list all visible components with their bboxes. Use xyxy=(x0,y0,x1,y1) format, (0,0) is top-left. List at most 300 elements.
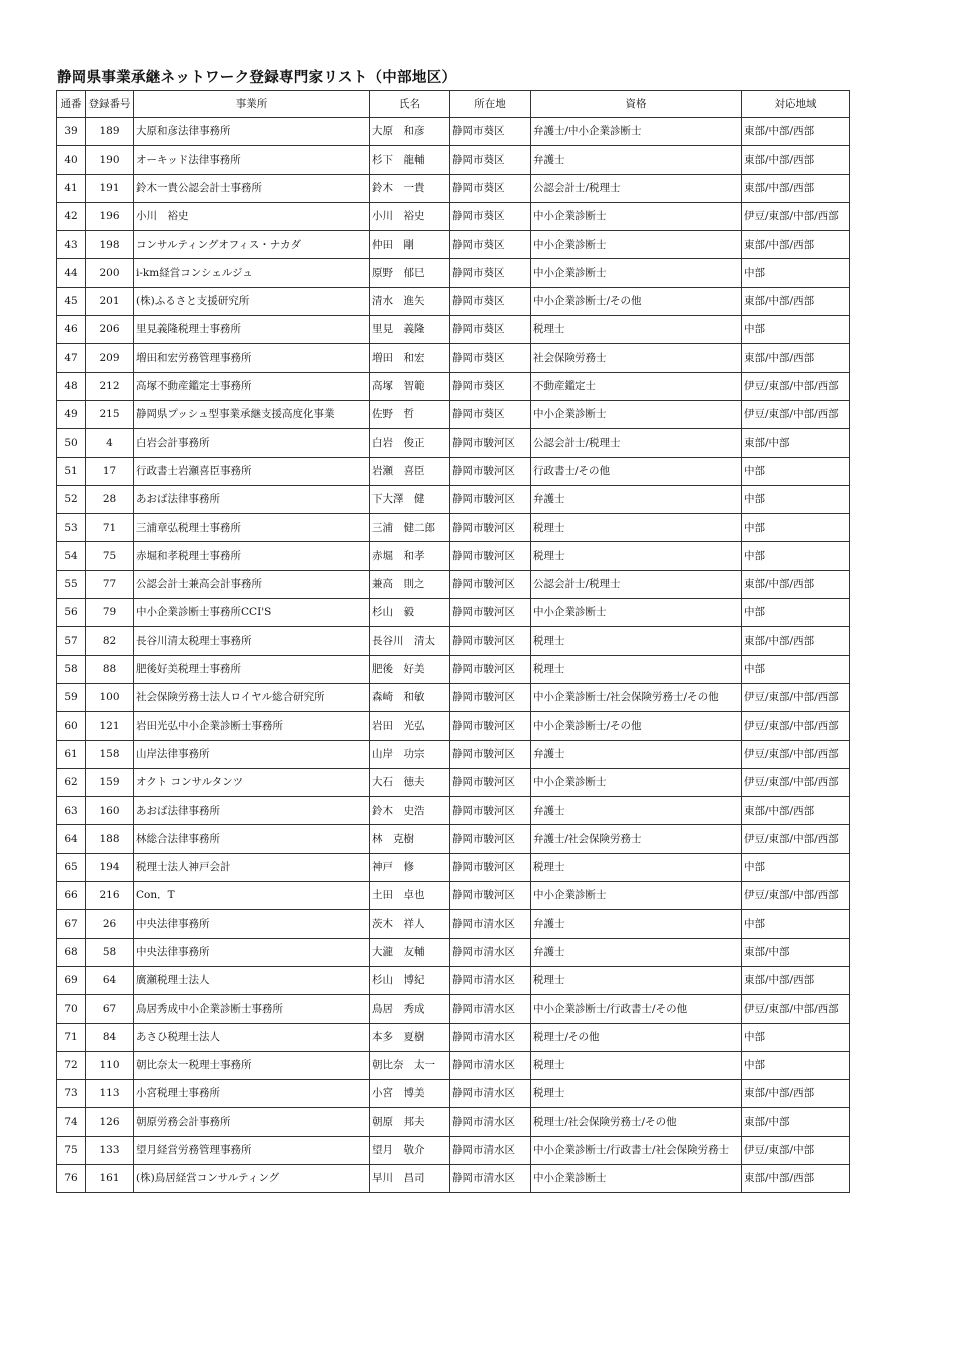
location-cell: 静岡市駿河区 xyxy=(450,599,531,627)
location-cell: 静岡市清水区 xyxy=(450,938,531,966)
office-cell: オクト コンサルタンツ xyxy=(134,768,370,796)
office-cell: 静岡県プッシュ型事業承継支援高度化事業 xyxy=(134,400,370,428)
name-cell: 本多 夏樹 xyxy=(370,1023,450,1051)
office-cell: あおば法律事務所 xyxy=(134,485,370,513)
registration-no-cell: 201 xyxy=(86,287,134,315)
header-qualification: 資格 xyxy=(531,91,742,118)
region-cell: 伊豆/東部/中部/西部 xyxy=(742,400,850,428)
serial-no-cell: 57 xyxy=(57,627,86,655)
qualification-cell: 税理士 xyxy=(531,316,742,344)
table-row xyxy=(57,400,850,428)
registration-no-cell: 71 xyxy=(86,514,134,542)
qualification-cell: 税理士 xyxy=(531,966,742,994)
registration-no-cell: 113 xyxy=(86,1080,134,1108)
registration-no-cell: 75 xyxy=(86,542,134,570)
registration-no-cell: 110 xyxy=(86,1051,134,1079)
region-cell: 中部 xyxy=(742,457,850,485)
region-cell: 伊豆/東部/中部/西部 xyxy=(742,825,850,853)
qualification-cell: 中小企業診断士/行政書士/社会保険労務士 xyxy=(531,1136,742,1164)
serial-no-cell: 64 xyxy=(57,825,86,853)
table-row xyxy=(57,457,850,485)
serial-no-cell: 50 xyxy=(57,429,86,457)
table-row xyxy=(57,655,850,683)
location-cell: 静岡市清水区 xyxy=(450,1023,531,1051)
registration-no-cell: 121 xyxy=(86,712,134,740)
region-cell: 中部 xyxy=(742,259,850,287)
name-cell: 下大澤 健 xyxy=(370,485,450,513)
table-row xyxy=(57,174,850,202)
location-cell: 静岡市駿河区 xyxy=(450,683,531,711)
qualification-cell: 中小企業診断士 xyxy=(531,768,742,796)
region-cell: 中部 xyxy=(742,599,850,627)
name-cell: 林 克樹 xyxy=(370,825,450,853)
office-cell: 林総合法律事務所 xyxy=(134,825,370,853)
region-cell: 中部 xyxy=(742,853,850,881)
region-cell: 東部/中部/西部 xyxy=(742,344,850,372)
name-cell: 茨木 祥人 xyxy=(370,910,450,938)
qualification-cell: 不動産鑑定士 xyxy=(531,372,742,400)
region-cell: 中部 xyxy=(742,655,850,683)
region-cell: 伊豆/東部/中部/西部 xyxy=(742,683,850,711)
registration-no-cell: 4 xyxy=(86,429,134,457)
office-cell: 鈴木一貴公認会計士事務所 xyxy=(134,174,370,202)
table-row xyxy=(57,1051,850,1079)
qualification-cell: 中小企業診断士/行政書士/その他 xyxy=(531,995,742,1023)
table-row xyxy=(57,118,850,146)
name-cell: 鈴木 一貴 xyxy=(370,174,450,202)
serial-no-cell: 66 xyxy=(57,882,86,910)
region-cell: 東部/中部/西部 xyxy=(742,146,850,174)
serial-no-cell: 76 xyxy=(57,1164,86,1192)
office-cell: i-km経営コンシェルジュ xyxy=(134,259,370,287)
office-cell: (株)ふるさと支援研究所 xyxy=(134,287,370,315)
office-cell: 朝比奈太一税理士事務所 xyxy=(134,1051,370,1079)
name-cell: 朝原 邦夫 xyxy=(370,1108,450,1136)
registration-no-cell: 79 xyxy=(86,599,134,627)
qualification-cell: 中小企業診断士 xyxy=(531,202,742,230)
region-cell: 東部/中部/西部 xyxy=(742,570,850,598)
office-cell: 中央法律事務所 xyxy=(134,910,370,938)
office-cell: 鳥居秀成中小企業診断士事務所 xyxy=(134,995,370,1023)
registration-no-cell: 84 xyxy=(86,1023,134,1051)
name-cell: 朝比奈 太一 xyxy=(370,1051,450,1079)
serial-no-cell: 40 xyxy=(57,146,86,174)
table-row xyxy=(57,259,850,287)
location-cell: 静岡市葵区 xyxy=(450,202,531,230)
region-cell: 東部/中部/西部 xyxy=(742,174,850,202)
office-cell: 岩田光弘中小企業診断士事務所 xyxy=(134,712,370,740)
table-row xyxy=(57,768,850,796)
page-title: 静岡県事業承継ネットワーク登録専門家リスト（中部地区） xyxy=(57,70,457,86)
registration-no-cell: 194 xyxy=(86,853,134,881)
registration-no-cell: 216 xyxy=(86,882,134,910)
office-cell: Con．T xyxy=(134,882,370,910)
serial-no-cell: 54 xyxy=(57,542,86,570)
qualification-cell: 税理士 xyxy=(531,655,742,683)
region-cell: 東部/中部/西部 xyxy=(742,627,850,655)
serial-no-cell: 45 xyxy=(57,287,86,315)
region-cell: 東部/中部/西部 xyxy=(742,287,850,315)
office-cell: 公認会計士兼高会計事務所 xyxy=(134,570,370,598)
table-row xyxy=(57,627,850,655)
serial-no-cell: 72 xyxy=(57,1051,86,1079)
serial-no-cell: 49 xyxy=(57,400,86,428)
qualification-cell: 中小企業診断士 xyxy=(531,231,742,259)
region-cell: 中部 xyxy=(742,910,850,938)
location-cell: 静岡市駿河区 xyxy=(450,768,531,796)
location-cell: 静岡市駿河区 xyxy=(450,655,531,683)
registration-no-cell: 161 xyxy=(86,1164,134,1192)
registration-no-cell: 26 xyxy=(86,910,134,938)
table-row xyxy=(57,1164,850,1192)
table-row xyxy=(57,1023,850,1051)
name-cell: 増田 和宏 xyxy=(370,344,450,372)
table-row xyxy=(57,853,850,881)
table-row xyxy=(57,938,850,966)
location-cell: 静岡市葵区 xyxy=(450,344,531,372)
office-cell: 中央法律事務所 xyxy=(134,938,370,966)
qualification-cell: 税理士 xyxy=(531,853,742,881)
name-cell: 森崎 和敏 xyxy=(370,683,450,711)
location-cell: 静岡市駿河区 xyxy=(450,485,531,513)
name-cell: 長谷川 清太 xyxy=(370,627,450,655)
region-cell: 東部/中部/西部 xyxy=(742,1164,850,1192)
table-row xyxy=(57,1080,850,1108)
table-row xyxy=(57,344,850,372)
registration-no-cell: 159 xyxy=(86,768,134,796)
table-row xyxy=(57,1136,850,1164)
registration-no-cell: 100 xyxy=(86,683,134,711)
region-cell: 中部 xyxy=(742,542,850,570)
table-row xyxy=(57,146,850,174)
registration-no-cell: 67 xyxy=(86,995,134,1023)
office-cell: 里見義隆税理士事務所 xyxy=(134,316,370,344)
location-cell: 静岡市駿河区 xyxy=(450,542,531,570)
office-cell: 小川 裕史 xyxy=(134,202,370,230)
qualification-cell: 弁護士/社会保険労務士 xyxy=(531,825,742,853)
qualification-cell: 公認会計士/税理士 xyxy=(531,174,742,202)
name-cell: 大石 徳夫 xyxy=(370,768,450,796)
region-cell: 東部/中部 xyxy=(742,429,850,457)
name-cell: 三浦 健二郎 xyxy=(370,514,450,542)
office-cell: 増田和宏労務管理事務所 xyxy=(134,344,370,372)
table-row xyxy=(57,485,850,513)
location-cell: 静岡市清水区 xyxy=(450,995,531,1023)
name-cell: 赤堀 和孝 xyxy=(370,542,450,570)
table-row xyxy=(57,316,850,344)
location-cell: 静岡市葵区 xyxy=(450,174,531,202)
region-cell: 中部 xyxy=(742,1023,850,1051)
serial-no-cell: 42 xyxy=(57,202,86,230)
region-cell: 中部 xyxy=(742,1051,850,1079)
qualification-cell: 中小企業診断士 xyxy=(531,400,742,428)
qualification-cell: 社会保険労務士 xyxy=(531,344,742,372)
serial-no-cell: 60 xyxy=(57,712,86,740)
office-cell: 朝原労務会計事務所 xyxy=(134,1108,370,1136)
registration-no-cell: 133 xyxy=(86,1136,134,1164)
header-name: 氏名 xyxy=(370,91,450,118)
name-cell: 山岸 功宗 xyxy=(370,740,450,768)
registration-no-cell: 206 xyxy=(86,316,134,344)
office-cell: 長谷川清太税理士事務所 xyxy=(134,627,370,655)
qualification-cell: 弁護士 xyxy=(531,485,742,513)
office-cell: 税理士法人神戸会計 xyxy=(134,853,370,881)
location-cell: 静岡市葵区 xyxy=(450,259,531,287)
office-cell: 赤堀和孝税理士事務所 xyxy=(134,542,370,570)
location-cell: 静岡市駿河区 xyxy=(450,429,531,457)
serial-no-cell: 43 xyxy=(57,231,86,259)
office-cell: 山岸法律事務所 xyxy=(134,740,370,768)
registration-no-cell: 77 xyxy=(86,570,134,598)
location-cell: 静岡市駿河区 xyxy=(450,797,531,825)
location-cell: 静岡市葵区 xyxy=(450,118,531,146)
region-cell: 東部/中部/西部 xyxy=(742,966,850,994)
location-cell: 静岡市葵区 xyxy=(450,146,531,174)
qualification-cell: 税理士 xyxy=(531,542,742,570)
registration-no-cell: 82 xyxy=(86,627,134,655)
serial-no-cell: 70 xyxy=(57,995,86,1023)
location-cell: 静岡市葵区 xyxy=(450,400,531,428)
office-cell: 三浦章弘税理士事務所 xyxy=(134,514,370,542)
office-cell: (株)鳥居経営コンサルティング xyxy=(134,1164,370,1192)
region-cell: 伊豆/東部/中部/西部 xyxy=(742,882,850,910)
qualification-cell: 中小企業診断士/その他 xyxy=(531,712,742,740)
registration-no-cell: 209 xyxy=(86,344,134,372)
name-cell: 岩田 光弘 xyxy=(370,712,450,740)
table-row xyxy=(57,599,850,627)
table-row xyxy=(57,825,850,853)
serial-no-cell: 53 xyxy=(57,514,86,542)
header-location: 所在地 xyxy=(450,91,531,118)
location-cell: 静岡市葵区 xyxy=(450,231,531,259)
name-cell: 土田 卓也 xyxy=(370,882,450,910)
registration-no-cell: 64 xyxy=(86,966,134,994)
table-row xyxy=(57,1108,850,1136)
name-cell: 原野 郁巳 xyxy=(370,259,450,287)
region-cell: 東部/中部/西部 xyxy=(742,231,850,259)
name-cell: 仲田 剛 xyxy=(370,231,450,259)
qualification-cell: 公認会計士/税理士 xyxy=(531,570,742,598)
registration-no-cell: 212 xyxy=(86,372,134,400)
registration-no-cell: 58 xyxy=(86,938,134,966)
name-cell: 高塚 智範 xyxy=(370,372,450,400)
name-cell: 肥後 好美 xyxy=(370,655,450,683)
office-cell: 高塚不動産鑑定士事務所 xyxy=(134,372,370,400)
name-cell: 神戸 修 xyxy=(370,853,450,881)
serial-no-cell: 61 xyxy=(57,740,86,768)
serial-no-cell: 47 xyxy=(57,344,86,372)
qualification-cell: 行政書士/その他 xyxy=(531,457,742,485)
office-cell: コンサルティングオフィス・ナカダ xyxy=(134,231,370,259)
qualification-cell: 税理士 xyxy=(531,627,742,655)
region-cell: 中部 xyxy=(742,514,850,542)
name-cell: 小川 裕史 xyxy=(370,202,450,230)
location-cell: 静岡市駿河区 xyxy=(450,853,531,881)
qualification-cell: 中小企業診断士 xyxy=(531,882,742,910)
name-cell: 岩瀬 喜臣 xyxy=(370,457,450,485)
location-cell: 静岡市駿河区 xyxy=(450,740,531,768)
table-row xyxy=(57,740,850,768)
name-cell: 望月 敬介 xyxy=(370,1136,450,1164)
serial-no-cell: 39 xyxy=(57,118,86,146)
location-cell: 静岡市駿河区 xyxy=(450,457,531,485)
serial-no-cell: 67 xyxy=(57,910,86,938)
table-row xyxy=(57,202,850,230)
table-row xyxy=(57,995,850,1023)
location-cell: 静岡市葵区 xyxy=(450,287,531,315)
name-cell: 鈴木 史浩 xyxy=(370,797,450,825)
qualification-cell: 弁護士 xyxy=(531,797,742,825)
name-cell: 佐野 哲 xyxy=(370,400,450,428)
name-cell: 白岩 俊正 xyxy=(370,429,450,457)
table-row xyxy=(57,287,850,315)
region-cell: 伊豆/東部/中部/西部 xyxy=(742,768,850,796)
location-cell: 静岡市清水区 xyxy=(450,1108,531,1136)
table-row xyxy=(57,570,850,598)
qualification-cell: 税理士 xyxy=(531,1051,742,1079)
name-cell: 大原 和彦 xyxy=(370,118,450,146)
name-cell: 兼高 則之 xyxy=(370,570,450,598)
serial-no-cell: 52 xyxy=(57,485,86,513)
location-cell: 静岡市駿河区 xyxy=(450,825,531,853)
location-cell: 静岡市駿河区 xyxy=(450,514,531,542)
header-office: 事業所 xyxy=(134,91,370,118)
name-cell: 小宮 博美 xyxy=(370,1080,450,1108)
serial-no-cell: 51 xyxy=(57,457,86,485)
table-row xyxy=(57,514,850,542)
registration-no-cell: 191 xyxy=(86,174,134,202)
serial-no-cell: 41 xyxy=(57,174,86,202)
office-cell: 中小企業診断士事務所CCI'S xyxy=(134,599,370,627)
qualification-cell: 弁護士 xyxy=(531,910,742,938)
office-cell: 廣瀬税理士法人 xyxy=(134,966,370,994)
qualification-cell: 弁護士 xyxy=(531,938,742,966)
office-cell: 行政書士岩瀬喜臣事務所 xyxy=(134,457,370,485)
region-cell: 東部/中部/西部 xyxy=(742,1080,850,1108)
expert-list-table xyxy=(56,90,850,1193)
registration-no-cell: 126 xyxy=(86,1108,134,1136)
qualification-cell: 弁護士 xyxy=(531,740,742,768)
qualification-cell: 中小企業診断士 xyxy=(531,259,742,287)
registration-no-cell: 196 xyxy=(86,202,134,230)
qualification-cell: 中小企業診断士 xyxy=(531,1164,742,1192)
office-cell: オーキッド法律事務所 xyxy=(134,146,370,174)
table-header-row xyxy=(57,91,850,118)
qualification-cell: 弁護士/中小企業診断士 xyxy=(531,118,742,146)
name-cell: 清水 進矢 xyxy=(370,287,450,315)
qualification-cell: 中小企業診断士/社会保険労務士/その他 xyxy=(531,683,742,711)
location-cell: 静岡市清水区 xyxy=(450,1136,531,1164)
serial-no-cell: 75 xyxy=(57,1136,86,1164)
name-cell: 鳥居 秀成 xyxy=(370,995,450,1023)
location-cell: 静岡市葵区 xyxy=(450,372,531,400)
header-registration-no: 登録番号 xyxy=(86,91,134,118)
region-cell: 伊豆/東部/中部/西部 xyxy=(742,712,850,740)
serial-no-cell: 59 xyxy=(57,683,86,711)
qualification-cell: 中小企業診断士/その他 xyxy=(531,287,742,315)
location-cell: 静岡市駿河区 xyxy=(450,712,531,740)
name-cell: 杉山 毅 xyxy=(370,599,450,627)
name-cell: 大瀧 友輔 xyxy=(370,938,450,966)
table-row xyxy=(57,542,850,570)
serial-no-cell: 74 xyxy=(57,1108,86,1136)
region-cell: 中部 xyxy=(742,485,850,513)
serial-no-cell: 58 xyxy=(57,655,86,683)
region-cell: 中部 xyxy=(742,316,850,344)
region-cell: 東部/中部 xyxy=(742,1108,850,1136)
qualification-cell: 弁護士 xyxy=(531,146,742,174)
office-cell: 肥後好美税理士事務所 xyxy=(134,655,370,683)
qualification-cell: 税理士/社会保険労務士/その他 xyxy=(531,1108,742,1136)
serial-no-cell: 56 xyxy=(57,599,86,627)
registration-no-cell: 189 xyxy=(86,118,134,146)
office-cell: 小宮税理士事務所 xyxy=(134,1080,370,1108)
region-cell: 伊豆/東部/中部/西部 xyxy=(742,372,850,400)
location-cell: 静岡市駿河区 xyxy=(450,627,531,655)
location-cell: 静岡市清水区 xyxy=(450,1080,531,1108)
table-row xyxy=(57,231,850,259)
serial-no-cell: 71 xyxy=(57,1023,86,1051)
qualification-cell: 公認会計士/税理士 xyxy=(531,429,742,457)
table-body xyxy=(57,118,850,1193)
region-cell: 伊豆/東部/中部/西部 xyxy=(742,202,850,230)
header-region: 対応地域 xyxy=(742,91,850,118)
location-cell: 静岡市清水区 xyxy=(450,966,531,994)
registration-no-cell: 188 xyxy=(86,825,134,853)
region-cell: 伊豆/東部/中部/西部 xyxy=(742,740,850,768)
serial-no-cell: 48 xyxy=(57,372,86,400)
registration-no-cell: 198 xyxy=(86,231,134,259)
qualification-cell: 税理士/その他 xyxy=(531,1023,742,1051)
office-cell: 大原和彦法律事務所 xyxy=(134,118,370,146)
location-cell: 静岡市清水区 xyxy=(450,910,531,938)
registration-no-cell: 200 xyxy=(86,259,134,287)
office-cell: 社会保険労務士法人ロイヤル総合研究所 xyxy=(134,683,370,711)
serial-no-cell: 44 xyxy=(57,259,86,287)
name-cell: 里見 義隆 xyxy=(370,316,450,344)
qualification-cell: 中小企業診断士 xyxy=(531,599,742,627)
qualification-cell: 税理士 xyxy=(531,514,742,542)
serial-no-cell: 46 xyxy=(57,316,86,344)
serial-no-cell: 62 xyxy=(57,768,86,796)
table-row xyxy=(57,429,850,457)
office-cell: あおば法律事務所 xyxy=(134,797,370,825)
location-cell: 静岡市葵区 xyxy=(450,316,531,344)
office-cell: 白岩会計事務所 xyxy=(134,429,370,457)
table-row xyxy=(57,882,850,910)
table-row xyxy=(57,966,850,994)
serial-no-cell: 73 xyxy=(57,1080,86,1108)
location-cell: 静岡市駿河区 xyxy=(450,570,531,598)
registration-no-cell: 215 xyxy=(86,400,134,428)
registration-no-cell: 160 xyxy=(86,797,134,825)
office-cell: 望月経営労務管理事務所 xyxy=(134,1136,370,1164)
table-row xyxy=(57,712,850,740)
serial-no-cell: 63 xyxy=(57,797,86,825)
registration-no-cell: 158 xyxy=(86,740,134,768)
location-cell: 静岡市清水区 xyxy=(450,1164,531,1192)
qualification-cell: 税理士 xyxy=(531,1080,742,1108)
name-cell: 杉山 博紀 xyxy=(370,966,450,994)
region-cell: 東部/中部/西部 xyxy=(742,118,850,146)
table-row xyxy=(57,797,850,825)
table-row xyxy=(57,910,850,938)
registration-no-cell: 17 xyxy=(86,457,134,485)
office-cell: あさひ税理士法人 xyxy=(134,1023,370,1051)
header-serial-no: 通番 xyxy=(57,91,86,118)
region-cell: 東部/中部 xyxy=(742,938,850,966)
serial-no-cell: 69 xyxy=(57,966,86,994)
